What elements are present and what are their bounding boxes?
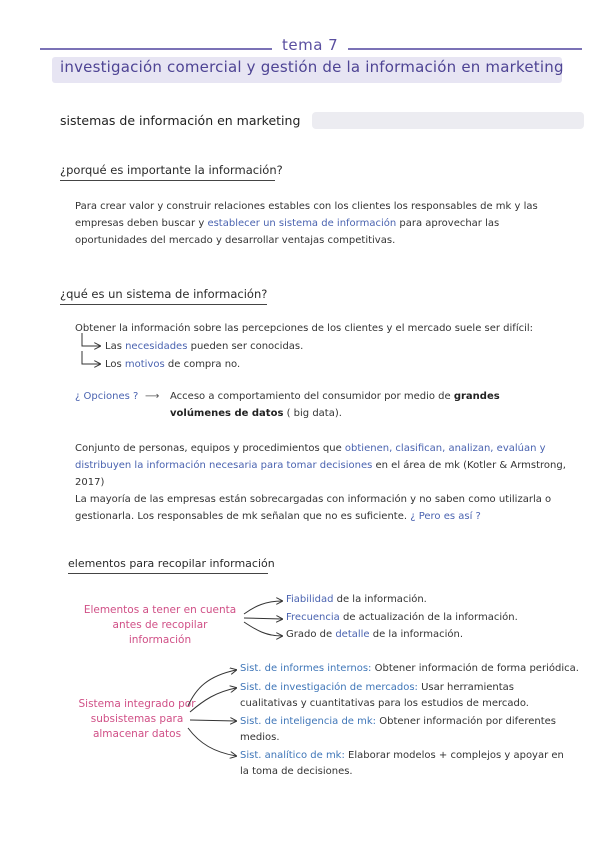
conj-text-1: Conjunto de personas, equipos y procedimientos que (75, 443, 345, 454)
elementos-title: elementos para recopilar información (68, 557, 275, 570)
tema-label: tema 7 (282, 36, 339, 54)
sistema-item-2-label: Sist. de investigación de mercados: (240, 682, 418, 693)
question-1-title: ¿porqué es importante la información? (60, 163, 283, 177)
elementos-item-3-hl: detalle (335, 629, 370, 640)
elementos-item-3-rest: de la información. (369, 629, 463, 640)
elementos-left-label: Elementos a tener en cuenta antes de recopilar información (83, 604, 237, 646)
question-2-title: ¿qué es un sistema de información? (60, 287, 268, 301)
opciones-text-2: ( big data). (283, 408, 342, 419)
q2-intro: Obtener la información sobre las percepciones de los clientes y el mercado suele ser difícil: (75, 323, 534, 334)
sistema-item-4-text: Elaborar modelos + complejos y apoyar en la toma de decisiones. (240, 750, 564, 777)
elementos-item-2-hl: Frecuencia (286, 612, 340, 623)
sistema-item-2-text: Usar herramientas cualitativas y cuantitativas para los estudios de mercado. (240, 682, 529, 709)
sistema-left-label: Sistema integrado por subsistemas para almacenar datos (78, 698, 196, 740)
elementos-item-1-hl: Fiabilidad (286, 594, 334, 605)
elementos-item-2-rest: de actualización de la información. (339, 612, 518, 623)
q2-b1-highlight: necesidades (125, 341, 188, 352)
q1-highlight: establecer un sistema de información (207, 218, 397, 229)
page-title: investigación comercial y gestión de la información en marketing (60, 58, 564, 76)
bullet-2-hook (82, 351, 100, 364)
elementos-item-3-pre: Grado de (286, 629, 336, 640)
sistema-item-1-text: Obtener información de forma periódica. (371, 663, 579, 674)
elementos-item-1-rest: de la información. (333, 594, 427, 605)
sistema-arrow-4 (188, 728, 236, 756)
q1-text-2: para aprovechar las oportunidades del mercado y desarrollar ventajas competitivas. (75, 218, 500, 246)
q2-b2-pre: Los (105, 359, 125, 370)
conj-highlight: obtienen, clasifican, analizan, evalúan y distribuyen la información necesaria para tomar decisiones (75, 443, 546, 471)
elementos-arrow-1 (244, 601, 282, 614)
sistema-item-1-label: Sist. de informes internos: (240, 663, 372, 674)
sistema-arrow-1 (188, 670, 236, 706)
opciones-bold: grandes volúmenes de datos (170, 391, 500, 419)
q2-b1-pre: Las (105, 341, 126, 352)
sistema-item-3-label: Sist. de inteligencia de mk: (240, 716, 377, 727)
bullet-1-hook (82, 333, 100, 346)
sistema-item-3-text: Obtener información por diferentes medios. (240, 716, 556, 743)
mayoria-text: La mayoría de las empresas están sobrecargadas con información y no saben como utilizarla o gestionarla. Los responsables de mk señalan que no es suficiente. (75, 494, 552, 522)
q2-b2-post: de compra no. (164, 359, 241, 370)
sistema-item-4-label: Sist. analítico de mk: (240, 750, 345, 761)
opciones-text-1: Acceso a comportamiento del consumidor por medio de (170, 391, 454, 402)
elementos-arrow-3 (244, 622, 282, 636)
mayoria-highlight: ¿ Pero es así ? (410, 511, 481, 522)
elementos-arrow-2 (244, 618, 282, 619)
q2-b1-post: pueden ser conocidas. (187, 341, 304, 352)
sistema-arrow-3 (190, 720, 236, 721)
opciones-arrow: ⟶ (145, 391, 160, 402)
section-title: sistemas de información en marketing (60, 113, 301, 128)
conj-text-2: en el área de mk (Kotler & Armstrong, 2017) (75, 460, 566, 488)
opciones-label: ¿ Opciones ? (75, 391, 139, 402)
q1-text-1: Para crear valor y construir relaciones estables con los clientes los responsables de mk y las empresas deben buscar y (75, 201, 538, 229)
q2-b2-highlight: motivos (124, 359, 165, 370)
